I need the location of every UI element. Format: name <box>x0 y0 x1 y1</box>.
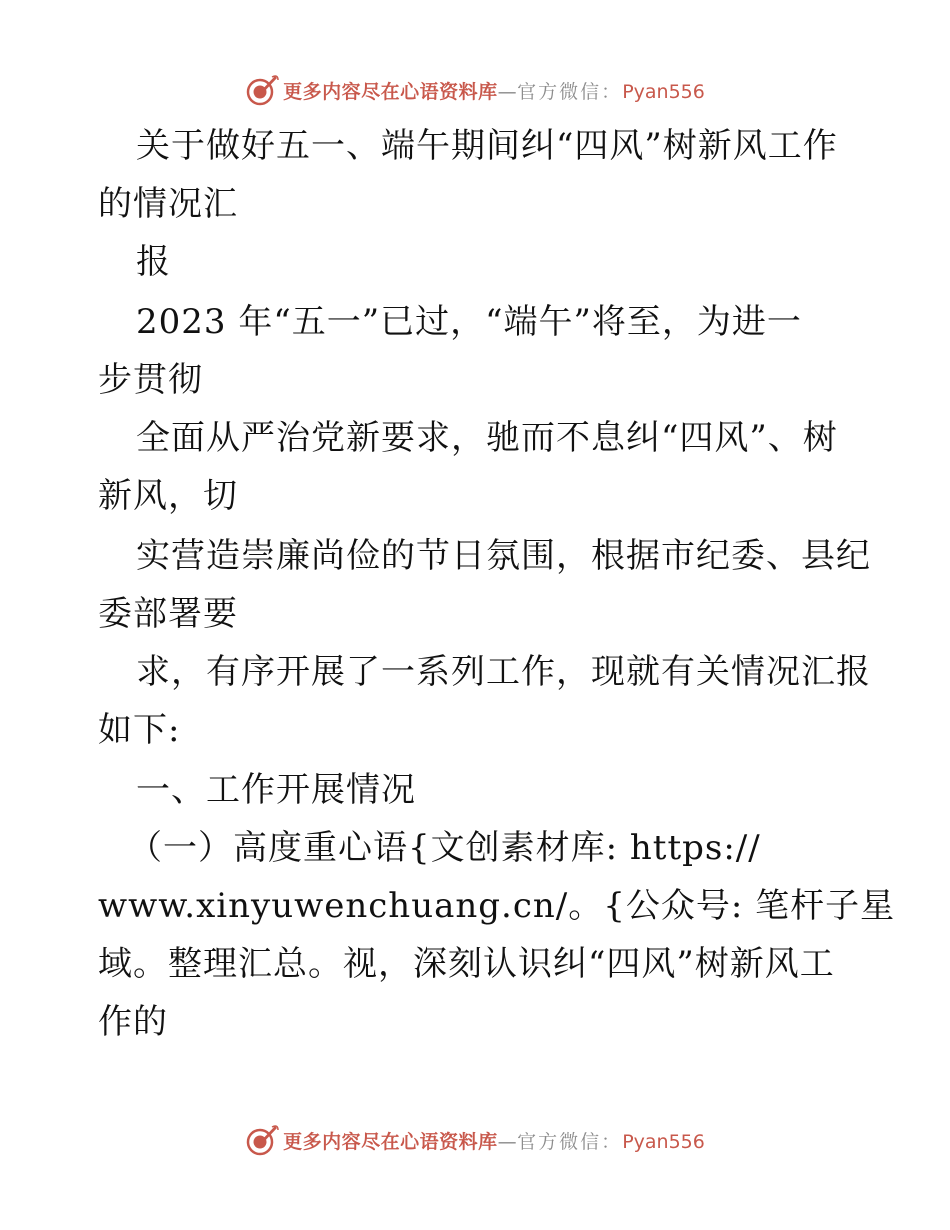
footer-watermark <box>0 1120 950 1160</box>
paragraph-line: 实营造崇廉尚俭的节日氛围，根据市纪委、县纪 <box>136 536 871 576</box>
header-watermark <box>0 70 950 110</box>
paragraph-line: 作的 <box>98 1002 168 1042</box>
paragraph-line: （一）高度重心语{文创素材库: https:// <box>128 828 761 868</box>
title-line-1: 关于做好五一、端午期间纠“四风”树新风工作 <box>136 126 838 166</box>
watermark-wechat-id: Pyan556 <box>622 1130 705 1153</box>
watermark-wechat-id: Pyan556 <box>622 80 705 103</box>
quill-logo-icon <box>245 1123 279 1157</box>
paragraph-line: www.xinyuwenchuang.cn/。{公众号: 笔杆子星 <box>98 886 896 926</box>
paragraph-line: 域。整理汇总。视，深刻认识纠“四风”树新风工 <box>98 944 835 984</box>
paragraph-line: 全面从严治党新要求，驰而不息纠“四风”、树 <box>136 418 838 458</box>
watermark-main-text: 更多内容尽在心语资料库 <box>283 80 498 103</box>
title-line-2: 的情况汇 <box>98 184 238 224</box>
paragraph-line: 求，有序开展了一系列工作，现就有关情况汇报 <box>136 652 871 692</box>
watermark-main-text: 更多内容尽在心语资料库 <box>283 1130 498 1153</box>
watermark-label: 官方微信： <box>517 1130 623 1153</box>
quill-logo-icon <box>245 73 279 107</box>
section-heading: 一、工作开展情况 <box>136 770 416 810</box>
paragraph-line: 委部署要 <box>98 594 238 634</box>
watermark-label: 官方微信： <box>517 80 623 103</box>
watermark-dash: — <box>497 80 518 103</box>
paragraph-line: 2023 年“五一”已过，“端午”将至，为进一 <box>136 302 802 342</box>
paragraph-line: 如下: <box>98 710 181 750</box>
watermark-dash: — <box>497 1130 518 1153</box>
paragraph-line: 步贯彻 <box>98 360 203 400</box>
paragraph-line: 新风，切 <box>98 476 238 516</box>
title-line-3: 报 <box>136 242 171 282</box>
